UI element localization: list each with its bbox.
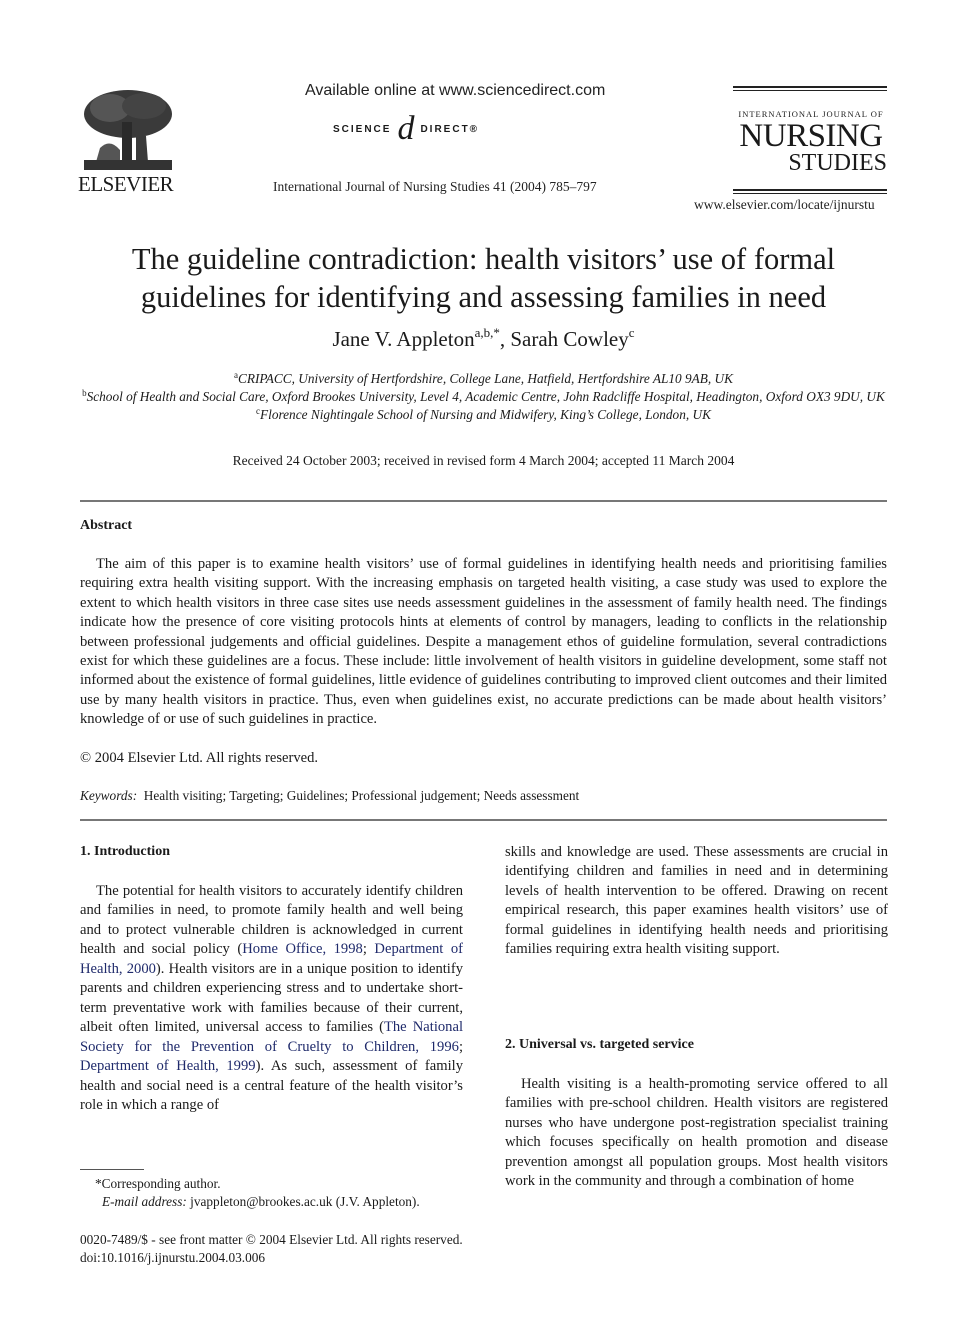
body-text: Health visiting is a health-promoting service offered to all families with pre-school children. Health visitors are registered nurses who have undergone post-registration specialist training which focuses specifically on health promotion and disease prevention amongst all population groups. Most health visitors work in the community and through a combination of home [505, 1076, 888, 1190]
paper-title [60, 240, 907, 316]
corresponding-author-note: *Corresponding author. [95, 1176, 221, 1191]
affiliation-text: School of Health and Social Care, Oxford Brookes University, Level 4, Academic Centre, John Radcliffe Hospital, Headington, Oxford OX3 9DU, UK [86, 389, 885, 404]
front-matter [80, 1231, 463, 1267]
body-text: ; [458, 1038, 463, 1055]
introduction-paragraph [80, 882, 463, 1115]
journal-logo-rule-bottom [733, 189, 887, 194]
affiliation-mark: b [82, 388, 87, 398]
email-line [95, 1193, 420, 1211]
body-text: The potential for health visitors to accurately identify children and families in need, to promote family health and well being and to protect vulnerable children is acknowledged in current health and social policy ( [80, 883, 463, 958]
abstract-heading: Abstract [80, 518, 133, 533]
affiliation-item [80, 370, 887, 388]
author-name[interactable]: Jane V. Appleton [332, 327, 475, 351]
keywords [80, 788, 579, 804]
paper-title-line1: The guideline contradiction: health visitors’ use of formal [131, 242, 836, 276]
body-text: ; [362, 941, 375, 958]
paper-title-line2: guidelines for identifying and assessing families in need [140, 280, 827, 314]
citation-link[interactable]: Department of Health, 1999 [80, 1058, 256, 1075]
citation-link[interactable]: Department of Health, 2000 [80, 941, 463, 977]
affiliation-text: CRIPACC, University of Hertfordshire, College Lane, Hatfield, Hertfordshire AL10 9AB, UK [237, 371, 734, 386]
affiliation-mark: a [233, 370, 238, 380]
journal-logo-rule-top [733, 86, 887, 91]
divider-top [80, 500, 887, 502]
citation-link[interactable]: The National Society for the Prevention of Cruelty to Children, 1996 [80, 1019, 463, 1055]
body-text: ). Health visitors are in a unique position to identify parents and children experiencing stress and to undertake short-term preventative work with families because of their current, albeit often limited, universal access to families ( [80, 960, 464, 1036]
available-online-text[interactable]: Available online at www.sciencedirect.com [305, 82, 606, 99]
abstract-text: The aim of this paper is to examine health visitors’ use of formal guidelines in identifying health needs and prioritising families requiring extra health visiting support. With the increasing emphasis on targeted health visiting, a case study was used to explore the extent to which health visitors in three case sites use needs assessment guidelines in the assessment of family health need. The findings indicate how the presence of core visiting protocols hints at elements of control by managers, leading to conflicts in the relationship between professional judgements and official guidelines. Despite a management ethos of guideline formulation, several contradictions exist for which these guidelines are a focus. These include: little involvement of health visitors in guideline development, some staff not informed about the existence of formal guidelines, little evidence of guidelines contributing to improved client outcomes and their limited use by many health visitors in practice. Thus, even when guidelines exist, no accurate predictions can be made about health visitors’ knowledge of or use of such guidelines in practice. [80, 556, 887, 728]
affiliation-item [80, 406, 887, 424]
body-text: skills and knowledge are used. These assessments are crucial in identifying children and families in need and in determining levels of health intervention to be offered. Drawing on recent empirical research, this paper examines health visitors’ use of formal guidelines in identifying health needs and prioritising families requiring extra health visiting support. [505, 844, 888, 958]
journal-url-link[interactable]: www.elsevier.com/locate/ijnurstu [694, 197, 875, 212]
section-heading-universal-vs-targeted: 2. Universal vs. targeted service [505, 1037, 694, 1052]
author-separator: , [499, 327, 511, 351]
section-heading-introduction: 1. Introduction [80, 844, 170, 859]
journal-logo [733, 86, 889, 194]
email-owner: (J.V. Appleton). [332, 1194, 420, 1209]
footnote [95, 1175, 420, 1211]
journal-logo-line3: STUDIES [788, 150, 887, 176]
author-name[interactable]: Sarah Cowley [510, 327, 629, 351]
journal-citation: International Journal of Nursing Studies 41 (2004) 785–797 [273, 179, 597, 194]
received-dates: Received 24 October 2003; received in revised form 4 March 2004; accepted 11 March 2004 [232, 453, 735, 468]
email-label: E-mail address: [102, 1194, 187, 1209]
citation-link[interactable]: Home Office, 1998 [242, 941, 363, 958]
section2-paragraph [505, 1075, 888, 1192]
footnote-divider [80, 1169, 144, 1170]
affiliation-item [80, 388, 887, 406]
elsevier-wordmark: ELSEVIER [78, 172, 174, 196]
sciencedirect-left: SCIENCE [333, 123, 392, 135]
abstract-body [80, 555, 887, 730]
sciencedirect-right: DIRECT® [420, 123, 480, 135]
abstract-copyright: © 2004 Elsevier Ltd. All rights reserved. [80, 750, 319, 766]
affiliation-mark: c [256, 406, 260, 416]
affiliations [80, 370, 887, 424]
sciencedirect-logo [333, 110, 479, 148]
issn-line: 0020-7489/$ - see front matter © 2004 Elsevier Ltd. All rights reserved. [80, 1232, 463, 1247]
journal-logo-line1: INTERNATIONAL JOURNAL OF [738, 109, 884, 119]
introduction-continued [505, 843, 888, 960]
author-list [0, 327, 967, 352]
affiliation-text: Florence Nightingale School of Nursing and Midwifery, King’s College, London, UK [260, 407, 711, 422]
body-text: ). As such, assessment of family health and social need is a central feature of the health visitor’s role in which a range of [80, 1058, 463, 1113]
keywords-label: Keywords: [80, 788, 138, 803]
author-affiliation-marks[interactable]: c [628, 325, 635, 340]
doi-link[interactable]: doi:10.1016/j.ijnurstu.2004.03.006 [80, 1250, 266, 1265]
keywords-list: Health visiting; Targeting; Guidelines; Professional judgement; Needs assessment [143, 788, 580, 803]
divider-bottom [80, 819, 887, 821]
sciencedirect-at-icon: d [397, 110, 415, 147]
author-affiliation-marks[interactable]: a,b,* [474, 325, 500, 340]
email-link[interactable]: jvappleton@brookes.ac.uk [190, 1194, 333, 1209]
journal-logo-line2: NURSING [739, 118, 883, 154]
